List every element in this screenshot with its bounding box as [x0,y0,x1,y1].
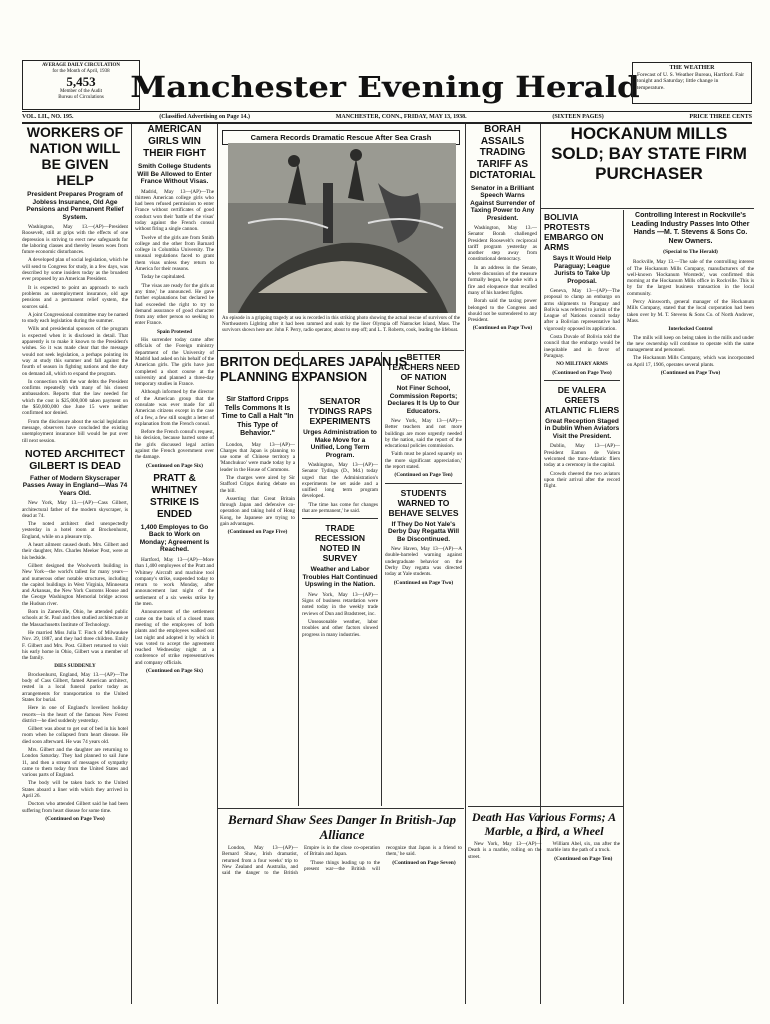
headline-workers: WORKERS OF NATION WILL BE GIVEN HELP [26,124,124,188]
lifeboat-rescue-image [228,143,456,313]
deck-tydings: Urges Administration to Make Move for a Unified, Long Term Program. [303,429,377,459]
story-trade-recession [302,592,378,638]
paragraph: Washington, May 13—(AP)—Senator Tydings (D., Md.) today urged that the Administration's experiments be set aside and a unified long term program developed. [302,462,378,500]
story-briton [220,442,295,536]
paragraph: Unseasonable weather, labor troubles and other factors slowed progress in many industries. [302,619,378,638]
story-american-girls [135,189,214,469]
story-workers [22,224,128,444]
deck-trade-recession: Weather and Labor Troubles Halt Continued Upswing in the Nation. [302,566,378,589]
page-count: (SIXTEEN PAGES) [552,114,604,120]
paragraph: The charges were aired by Sir Stafford Cripps during debate on the bill. [220,474,295,494]
story-gilbert [22,500,128,822]
column-4 [385,352,462,806]
paragraph: Borah said the taxing power belonged to the Congress and should not be surrendered to any President. [468,298,537,324]
paragraph: The noted architect died unexpectedly yesterday in a hotel room at Brockenhurst, England, while on a pleasure trip. [22,521,128,540]
continued-line: (Continued on Page Two) [660,370,721,377]
paragraph: Dublin, May 13—(AP)—President Eamon de Valera welcomed the trans-Atlantic fliers today at a ceremony in the capital. [544,443,620,469]
continued-line: (Continued on Page Five) [227,529,288,536]
paragraph: He married Miss Julia T. Finch of Milwaukee Nov. 29, 1887, and they had three children. Emily F. Gilbert and Mrs. Post. Gilbert returned to visit his early home in Ohio, Gilbert was a member of the family. [22,629,128,662]
headline-american-girls: AMERICAN GIRLS WIN THEIR FIGHT [143,124,206,159]
paragraph: New York, May 13—(AP)—Death is a marble, rolling on the street. [468,841,542,860]
story-de-valera [544,443,620,489]
circulation-period: for the Month of April, 1938 [52,69,110,74]
paragraph: Costa Duvale of Bolivia told the council that the embargo would be inequitable and in favor of Paraguay. [544,334,620,359]
deck-gilbert: Father of Modern Skyscraper Passes Away in England—Was 74 Years Old. [22,474,128,497]
paragraph: New York, May 13.—(AP)—Cass Gilbert, architectural father of the modern skyscraper, is dead at 74. [22,500,128,519]
headline-de-valera: DE VALERA GREETS ATLANTIC FLIERS [544,384,620,415]
deck-students-warned: If They Do Not Yale's Derby Day Regatta Will Be Discontinued. [387,520,460,543]
paragraph: 'Those things leading up to the present war—the British will recognize that Japan is a friend to them,' he said. [304,845,462,872]
deck-pratt-whitney: 1,400 Employes to Go Back to Work on Monday; Agreement Is Reached. [139,523,210,554]
paragraph: 'The visas are ready for the girls at any time,' he announced. He gave further explanations but declared he had exceeded the right to try to demand assurance of good character from any other person so seeking to enter France. [135,282,214,327]
paragraph: Washington, May 13.—Senator Borah challenged President Roosevelt's reciprocal tariff program yesterday as another step away from constitutional democracy. [468,225,537,263]
volume: VOL. LII., NO. 195. [22,114,74,120]
paragraph: Interlocked Control [668,326,713,333]
death-story [468,810,620,1002]
circulation-bureau: Bureau of Circulations [58,95,104,100]
deck-de-valera: Great Reception Staged in Dublin When Aviators Visit the President. [544,417,620,440]
deck-briton: Sir Stafford Cripps Tells Commons It Is Time to Call a Halt "In This Type of Behavior." [221,396,294,437]
paragraph: 'The time has come for changes that are permanent,' he said. [302,501,378,515]
continued-line: (Continued on Page Six) [146,668,203,675]
paragraph: Before the French consul's request, his decision, because barred some of the girls discussed legal action against the French government over the damage. [135,429,214,461]
headline-shaw: Bernard Shaw Sees Danger In British-Jap Alliance [228,812,456,842]
paragraph: It is expected to point an approach to such problems as unemployment insurance, old age pensions and a permanent relief system, the sources said. [22,284,128,310]
paragraph: Brockenhurst, England, May 13.—(AP)—The body of Cass Gilbert, famed American architect, rested in a local funeral parlor today as arrangements for transportation to the United States for burial. [22,671,128,703]
hockanum-headline-block [544,124,754,208]
continued-line: (Continued on Page Ten) [554,855,613,862]
circulation-label: AVERAGE DAILY CIRCULATION [41,63,121,68]
paragraph: From the disclosure about the social legislation message, observers have concluded the existing unemployment insurance bill would be put over till next session. [22,418,128,444]
divider [468,806,623,807]
paragraph: Asserting that Great Britain through Japan and defensive co-operation and taking hold of Hong Kong, he Japanese are trying to gain advantages. [220,495,295,528]
column-6 [544,212,620,792]
paragraph: London, May 13—(AP)—Charges that Japan is planning to use some of Chinese territory a 'Manchukuo' were made today by a leader in the House of Commons. [220,441,295,473]
classified-note: (Classified Advertising on Page 14.) [159,114,251,120]
divider [218,350,464,351]
deck-hockanum: Controlling Interest in Rockville's Leading Industry Passes Into Other Hands —M. T. Stevens & Sons Co. New Owners. [631,212,750,245]
story-pratt-whitney [135,557,214,674]
story-borah [468,225,537,332]
paragraph: William Abel, six, ran after the marble into the path of a truck. [546,841,620,854]
story-shaw [222,845,462,876]
divider [544,380,620,381]
story-death [468,841,620,864]
dateline-bar [22,111,752,124]
paragraph: London, May 13—(AP)—Bernard Shaw, Irish dramatist, returned from a four weeks' trip to New Zealand and Australia, and said the danger to the British Empire is in the close co-operation of Britain and Japan. [222,845,380,877]
deck-american-girls: Smith College Students Will Be Allowed to Enter France Without Visas. [137,163,212,185]
paragraph: Born in Zanesville, Ohio, he attended public schools at St. Paul and then studied architecture at the Massachusetts Institute of Technology. [22,609,128,628]
paragraph: Doctors who attended Gilbert said he had been suffering from heart disease for some time. [22,801,128,814]
paragraph: New Haven, May 13—(AP)—A double-barreled warning against undergraduate behavior on the Derby Day regatta was directed today at Yale students. [385,546,462,578]
paragraph: Crowds cheered the two aviators upon their arrival after the record flight. [544,470,620,490]
continued-line: (Continued on Page Ten) [394,472,453,479]
headline-borah: BORAH ASSAILS TRADING TARIFF AS DICTATORIAL [469,124,536,181]
column-rule [381,352,382,806]
paragraph: Spain Protested [157,328,192,335]
headline-trade-recession: TRADE RECESSION NOTED IN SURVEY [314,523,366,564]
story-students-warned [385,546,462,586]
paragraph: 'Faith must be placed squarely on the more significant appreciation,' the report stated. [385,451,462,471]
headline-briton-japan: BRITON DECLARES JAPAN IS PLANNING EXPANSION [220,354,408,384]
column-1 [22,124,128,1004]
dateline: MANCHESTER, CONN., FRIDAY, MAY 13, 1938. [335,114,467,120]
deck-borah: Senator in a Brilliant Speech Warns Against Surrender of Taxing Power to Any President. [470,184,535,222]
deck-bolivia: Says It Would Help Paraguay; League Jurists to Take Up Proposal. [552,255,612,285]
divider [218,808,464,809]
headline-students-warned: STUDENTS WARNED TO BEHAVE SELVES [388,487,459,518]
headline-better-teachers: BETTER TEACHERS NEED OF NATION [387,352,460,382]
paragraph: In connection with the war debts the President confirms repeatedly with many of his closest ambassadors. Reports that the law needed for which the cost is $25,000,000 taken payment on the $50,000,000 due June 15 were neither confirmed nor denied. [22,378,128,417]
column-7 [627,212,754,1004]
headline-death: Death Has Various Forms; A Marble, a Bird, a Wheel [471,810,617,838]
story-better-teachers [385,418,462,479]
column-rule [298,352,299,806]
continued-line: (Continued on Page Two) [472,325,533,332]
continued-line: (Continued on Page Six) [146,462,203,469]
paragraph: The body will be taken back to the United States aboard a liner with which they arrived in April 26. [22,780,128,800]
paragraph: Today he capitulated. [141,274,186,281]
headline-hockanum: HOCKANUM MILLS SOLD; BAY STATE FIRM PURCHASER [551,124,747,183]
paragraph: DIES SUDDENLY [54,663,96,670]
price: PRICE THREE CENTS [689,114,752,120]
continued-line: (Continued on Page Two) [552,369,612,376]
continued-line: (Continued on Page Seven) [392,859,456,866]
paragraph: The Hockanum Mills Company, which was incorporated on April 17, 1906, operates several plants. [627,355,754,368]
paragraph: A heart ailment caused death. Mrs. Gilbert and their daughter, Mrs. Charles Meeker Post, were at his bedside. [22,542,128,561]
paragraph: Mrs. Gilbert and the daughter are returning to London Saturday. They had planned to sail June 11, and then a stream of messages of sympathy came to them today from the United States and various parts of England. [22,746,128,779]
paragraph: Hartford, May 13—(AP)—More than 1,400 employees of the Pratt and Whitney Aircraft and machine tool company's strike, suspended today to return to work Monday, after announcement last night of the settlement of a six weeks strike by the men. [135,556,214,608]
photo-headline: Camera Records Dramatic Rescue After Sea Crash [222,130,460,145]
column-rule [465,124,466,1004]
paragraph: Percy Ainsworth, general manager of the Hockanum Mills Company, stated that the local corporation had been taken over by M. T. Stevens & Sons Co. of North Andover, Mass. [627,299,754,324]
paragraph: Although informed by the director of the American group that the consulate was ever made for all American citizens except in the case of a few, a few still sought a letter of explanation from the French consul. [135,389,214,427]
rescue-photo [228,143,456,313]
masthead [0,0,770,110]
divider [541,208,754,209]
paragraph: Madrid, May 13—(AP)—The thirteen American college girls who had been refused permission to enter France without certificates of good conduct won their 'battle of the visas' today against the French consul without firing a single cannon. [135,188,214,233]
paragraph: Rockville, May 13.—The sale of the controlling interest of The Hockanum Mills Company, manufacturers of the well-known 'Hockanum Worsteds', was confirmed this morning at the Hockanum Mills office in Rockville. This is by far the largest business transaction in the local community. [627,259,754,297]
paragraph: His surrender today came after officials of the Foreign ministry department of the University of Madrid had asked on his behalf of the American girls. The girls have just completed a short course at the university and planned a three-day temporary studies in France. [135,337,214,388]
paragraph: New York, May 13—(AP)—Signs of business retardation were noted today in the weekly trade reviews of Dun and Bradstreet, inc. [302,591,378,617]
nameplate: Manchester Evening Herald [130,70,640,104]
column-3a [220,396,295,806]
weather-box [632,62,752,104]
special-credit: (Special to The Herald) [663,249,718,255]
circulation-number: 5,453 [66,74,96,89]
headline-bolivia: BOLIVIA PROTESTS EMBARGO ON ARMS [544,212,604,252]
paragraph: Gilbert designed the Woolworth building in New York—the world's tallest for many years—and numerous other notable structures, including the capitol buildings in West Virginia, Minnesota and Arkansas, the New York Customs House and the George Washington Memorial bridge across the Hudson river. [22,562,128,607]
paragraph: Here in one of England's loveliest holiday resorts—in the heart of the famous New Forest district—he died suddenly yesterday. [22,705,128,724]
headline-pratt-whitney: PRATT & WHITNEY STRIKE IS ENDED [150,472,199,520]
column-2 [135,124,214,1004]
column-rule [217,124,218,1004]
paragraph: A joint Congressional committee may be named to study each legislation during the summer. [22,311,128,325]
paragraph: NO MILITARY ARMS [556,361,608,368]
paragraph: Washington, May 13.—(AP)—President Roosevelt, still at grips with the effects of one depression is striving to erect new safeguards for the laboring classes and thereby lessen woes from future economic disturbances. [22,224,128,256]
weather-title: THE WEATHER [669,65,715,71]
headline-gilbert: NOTED ARCHITECT GILBERT IS DEAD [25,447,125,472]
deck-better-teachers: Not Finer School, Commission Reports; Declares It Is Up to Our Educators. [387,385,460,415]
paragraph: New York, May 13—(AP)—Better teachers and not more buildings are more urgently needed by the nation, said the report of the educational policies commission. [385,418,462,450]
paragraph: A developed plan of social legislation, which he will send to Congress for study, in a few days, was described by some insiders today as the broadest ever proposed by an American President. [22,257,128,283]
shaw-story [222,812,462,1002]
continued-line: (Continued on Page Two) [393,579,454,586]
continued-line: (Continued on Page Two) [45,815,105,822]
column-rule [131,124,132,1004]
paragraph: Twelve of the girls are from Smith college and the other from Barnard college in Columbia University. The unusual regulations faced to grant them visas unless they return to America for their reasons. [135,234,214,273]
story-bolivia [544,288,620,376]
circulation-member: Member of the Audit [59,89,103,94]
divider [385,483,462,484]
photo-caption: An episode in a gripping tragedy at sea is recorded in this striking photo showing the actual rescue of survivors of the Northeastern Lighting after it had been rammed and sunk by the liner Olympia off Nantucket Island, Mass. The survivors shown here are: John F. Perry, radio operator, about to step off; and L. T. Roberts, cook, leading the lifeboat. [222,316,460,333]
column-rule [623,210,624,1004]
deck-workers: President Prepares Program of Jobless Insurance, Old Age Pensions and Permanent Relief System. [26,191,124,221]
paragraph: Announcement of the settlement came on the basis of a closed mass meeting of the employees of both plants and the employees walked out last night and adopted it by which it was voted to accept the agreement reached Wednesday night at a conference of strike representatives and company officials. [135,609,214,666]
paragraph: In an address in the Senate, where discussion of the measure formally began, he spoke with a fire and eloquence that recalled many of his hardest fights. [468,264,537,296]
divider [302,518,378,519]
paragraph: Wills and presidential sponsors of the program is expected when it is disclosed in detail. That apparently is to make it known to the President's wishes. So it was made clear that the message would not seek legislation, a perhaps pointing its way at study this summer and fall against the fourth of season in fighting nations and the duty on demand all, which to expand the program. [22,326,128,377]
story-hockanum [627,259,754,376]
paragraph: Geneva, May 13—(AP)—The proposal to clamp an embargo on arms shipments to Paraguay and Bolivia was referred to jurists of the League of Nations council today after a Bolivian representative had vigorously opposed its application. [544,288,620,332]
story-tydings [302,462,378,514]
column-3b [302,396,378,806]
paragraph: The mills will keep on being taken in the mills and under the new ownership will continue to operate with the same management and personnel. [627,334,754,354]
weather-forecast: Forecast of U. S. Weather Bureau, Hartford. Fair tonight and Saturday; little change in temperature. [637,71,745,91]
headline-tydings: SENATOR TYDINGS RAPS EXPERIMENTS [308,396,372,426]
paragraph: Gilbert was about to get out of bed in his hotel room when he collapsed from heart disease. He died soon afterward. He was 74 years old. [22,726,128,745]
